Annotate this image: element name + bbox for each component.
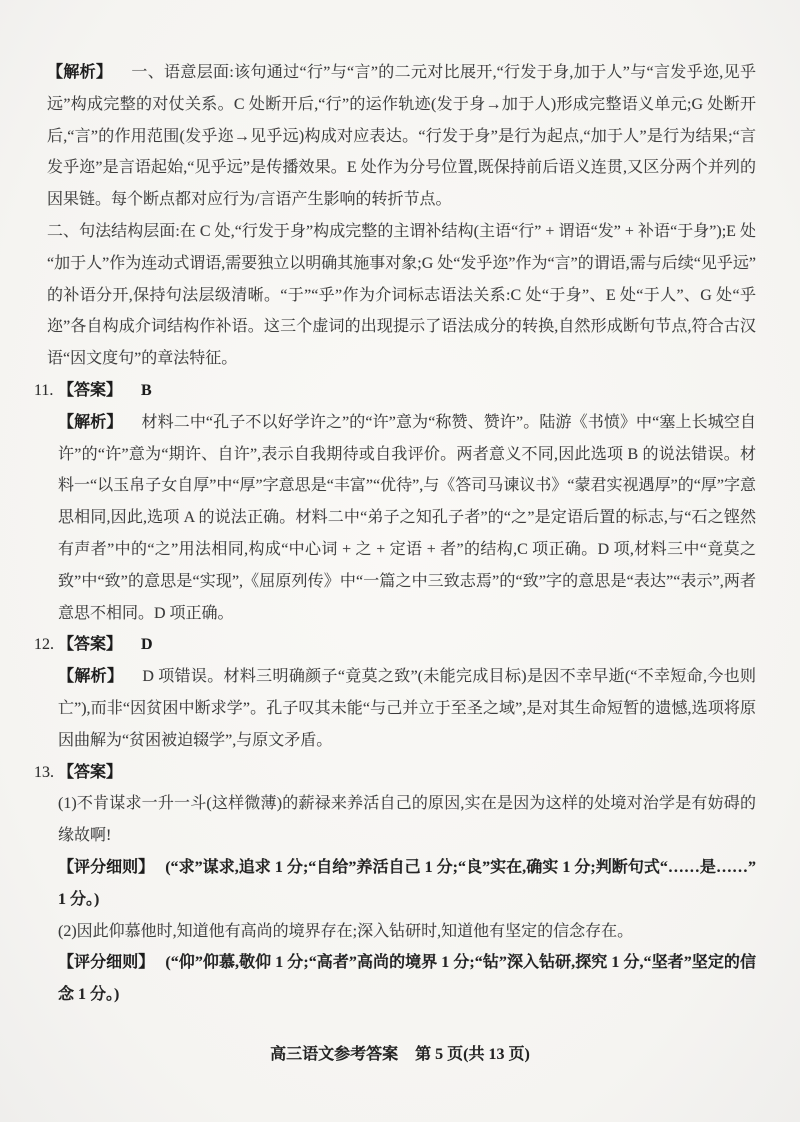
q13-part1-rubric-text: (“求”谋求,追求 1 分;“自给”养活自己 1 分;“良”实在,确实 1 分;判断句式“……是……”1 分。) (58, 858, 756, 908)
footer-page-indicator: 第 5 页(共 13 页) (415, 1046, 530, 1063)
q13-number: 13. (34, 763, 54, 781)
q12-analysis-text: D 项错误。材料三明确颜子“竟莫之致”(未能完成目标)是因不幸早逝(“不幸短命,今也则亡”),而非“因贫困中断求学”。孔子叹其未能“与己并立于至圣之域”,是对其生命短暂的遗憾,选项将原因曲解为“贫困被迫辍学”,与原文矛盾。 (58, 668, 756, 749)
content-area (34, 57, 756, 1011)
q13-part2-rubric (58, 947, 756, 1011)
q10-analysis-paragraph-2: 二、句法结构层面:在 C 处,“行发于身”构成完整的主谓补结构(主语“行” + 谓语“发” + 补语“于身”);E 处“加于人”作为连动式谓语,需要独立以明确其施事对象;G 处“发乎迩”作为“言”的谓语,需与后续“见乎远”的补语分开,保持句法层级清晰。“于”“乎”作为介词标志语法关系:C 处“于身”、E 处“于人”、G 处“乎迩”各自构成介词结构作补语。这三个虚词的出现提示了语法成分的转换,自然形成断句节点,符合古汉语“因文度句”的章法特征。 (47, 222, 756, 368)
q13-part1-translation: (1)不肯谋求一升一斗(这样微薄)的薪禄来养活自己的原因,实在是因为这样的处境对治学是有妨碍的缘故啊! (58, 795, 756, 845)
analysis-label: 【解析】 (58, 413, 123, 431)
footer-doc-title: 高三语文参考答案 (270, 1046, 399, 1063)
rubric-label: 【评分细则】 (58, 954, 155, 972)
q11-answer-line (34, 375, 756, 407)
item-11 (34, 375, 756, 629)
rubric-label: 【评分细则】 (58, 858, 155, 876)
item-13 (34, 757, 756, 1011)
q10-analysis-continuation (47, 57, 756, 375)
q11-analysis-text: 材料二中“孔子不以好学许之”的“许”意为“称赞、赞许”。陆游《书愤》中“塞上长城空自许”的“许”意为“期许、自许”,表示自我期待或自我评价。两者意义不同,因此选项 B 的说法错误。材料一“以玉帛子女自厚”中“厚”字意思是“丰富”“优待”,与《答司马谏议书》“蒙君实视遇厚”的“厚”字意思相同,因此,选项 A 的说法正确。材料二中“弟子之知孔子者”的“之”是定语后置的标志,与“石之铿然有声者”中的“之”用法相同,构成“中心词 + 之 + 定语 + 者”的结构,C 项正确。D 项,材料三中“竟莫之致”中“致”的意思是“实现”,《屈原列传》中“一篇之中三致志焉”的“致”字的意思是“表达”“表示”,两者意思不相同。D 项正确。 (58, 413, 756, 622)
q13-part1-rubric (58, 852, 756, 916)
q12-answer-letter: D (141, 636, 153, 654)
q10-analysis-paragraph-1 (47, 57, 756, 216)
answer-label: 【答案】 (58, 381, 123, 399)
q12-analysis-paragraph (58, 661, 756, 756)
q11-analysis-paragraph (58, 407, 756, 630)
q12-number: 12. (34, 636, 54, 654)
answer-label: 【答案】 (58, 636, 123, 654)
q12-answer-line (34, 629, 756, 661)
answer-label: 【答案】 (58, 763, 123, 781)
q13-part2-rubric-text: (“仰”仰慕,敬仰 1 分;“高者”高尚的境界 1 分;“钻”深入钻研,探究 1 分,“坚者”坚定的信念 1 分。) (58, 954, 756, 1004)
q13-answer-line (34, 757, 756, 789)
q13-part2-translation: (2)因此仰慕他时,知道他有高尚的境界存在;深入钻研时,知道他有坚定的信念存在。 (58, 922, 634, 940)
item-12 (34, 629, 756, 756)
q10-analysis-text-1: 一、语意层面:该句通过“行”与“言”的二元对比展开,“行发于身,加于人”与“言发乎迩,见乎远”构成完整的对仗关系。C 处断开后,“行”的运作轨迹(发于身→加于人)形成完整语义单元;G 处断开后,“言”的作用范围(发乎迩→见乎远)构成对应表达。“行发于身”是行为起点,“加于人”是行为结果;“言发乎迩”是言语起始,“见乎远”是传播效果。E 处作为分号位置,既保持前后语义连贯,又区分两个并列的因果链。每个断点都对应行为/言语产生影响的转折节点。 (47, 64, 756, 209)
analysis-label: 【解析】 (47, 64, 113, 81)
q11-number: 11. (34, 381, 54, 399)
analysis-label: 【解析】 (58, 668, 124, 686)
q11-answer-letter: B (141, 381, 152, 399)
page-footer (0, 1039, 800, 1071)
